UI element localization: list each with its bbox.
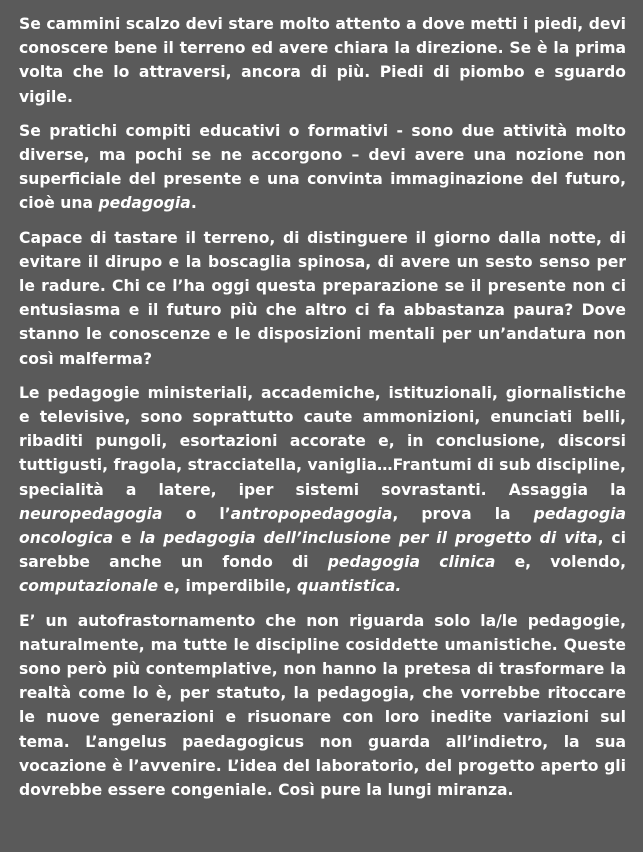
text-run: o l’ [162,504,231,523]
text-run: e, volendo, [495,553,626,572]
text-run: Se cammini scalzo devi stare molto attento a dove metti i piedi, devi conoscere bene il terreno ed avere chiara la direzione. Se è la prima volta che lo attraversi, ancora di più. Piedi di piombo e sguardo vigile. [19,15,626,106]
italic-term: pedagogia [98,194,191,213]
text-run: Capace di tastare il terreno, di distinguere il giorno dalla notte, di evitare il dirupo e la boscaglia spinosa, di avere un sesto senso per le radure. Chi ce l’ha oggi questa preparazione se il presente non ci entusiasma e il futuro più che altro ci fa abbastanza paura? Dove stanno le conoscenze e le disposizioni mentali per un’andatura non così malferma? [19,228,626,368]
text-run: E’ un autofrastornamento che non riguarda solo la/le pedagogie, naturalmente, ma tutte le discipline cosiddette umanistiche. Queste sono però più contemplative, non hanno la pretesa di trasformare la realtà come lo è, per statuto, la pedagogia, che vorrebbe ritoccare le nuove generazioni e risuonare con loro inedite variazioni sul tema. L’angelus paedagogicus non guarda all’indietro, la sua vocazione è l’avvenire. L’idea del laboratorio, del progetto aperto gli dovrebbe essere congeniale. Così pure la lungi miranza. [19,611,626,800]
text-run: , prova la [392,504,534,523]
italic-term: la pedagogia dell’inclusione per il progetto di vita [139,529,598,548]
paragraph-5 [19,609,626,803]
paragraph-2 [19,119,626,216]
text-run: . [190,194,197,213]
italic-term: antropopedagogia [230,504,393,523]
text-run: , ci sarebbe anche un fondo di [19,529,626,572]
text-run: e [113,529,140,548]
text-run: Le pedagogie ministeriali, accademiche, istituzionali, giornalistiche e televisive, sono soprattutto caute ammonizioni, enunciati belli, ribaditi pungoli, esortazioni accorate e, in conclusione, discorsi tuttigusti, fragola, stracciatella, vaniglia…Frantumi di sub discipline, specialità a latere, iper sistemi sovrastanti. Assaggia la [19,383,626,499]
italic-term: pedagogia clinica [327,553,496,572]
paragraph-1 [19,12,626,109]
italic-term: quantistica. [296,577,402,596]
text-run: e, imperdibile, [158,577,297,596]
text-run: Se pratichi compiti educativi o formativi - sono due attività molto diverse, ma pochi se ne accorgono – devi avere una nozione non superficiale del presente e una convinta immaginazione del futuro, cioè una [19,121,626,213]
italic-term: neuropedagogia [19,504,163,523]
italic-term: pedagogia oncologica [19,504,626,548]
paragraph-4 [19,381,626,599]
italic-term: computazionale [19,577,159,596]
paragraph-3 [19,226,626,371]
